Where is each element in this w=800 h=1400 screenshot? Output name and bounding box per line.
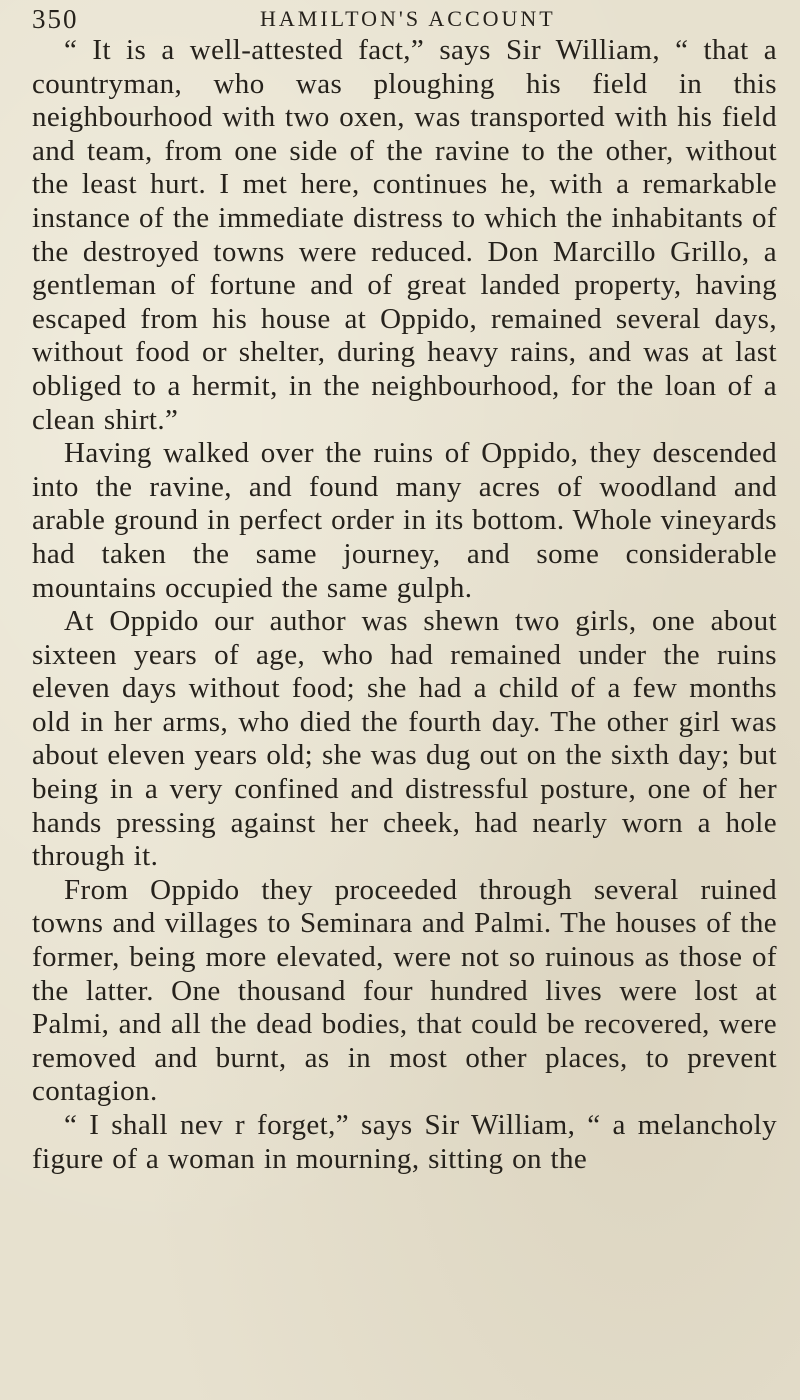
paragraph-4: From Oppido they proceeded through several ruined towns and villages to Seminara and Palmi. The houses of the former, being more elevated, were not so ruinous as those of the latter. One thousand four hundred lives were lost at Palmi, and all the dead bodies, that could be recovered, were removed and burnt, as in most other places, to prevent contagion.	[32, 873, 777, 1108]
paragraph-5: “ I shall nev r forget,” says Sir William, “ a melancholy figure of a woman in mourning, sitting on the	[32, 1109, 777, 1175]
paragraph-3: At Oppido our author was shewn two girls, one about sixteen years of age, who had remained under the ruins eleven days without food; she had a child of a few months old in her arms, who died the fourth day. The other girl was about eleven years old; she was dug out on the sixth day; but being in a very confined and distressful posture, one of her hands pressing against her cheek, had nearly worn a hole through it.	[32, 605, 777, 873]
body-text	[32, 34, 777, 1176]
paragraph-2: Having walked over the ruins of Oppido, they descended into the ravine, and found many acres of woodland and arable ground in perfect order in its bottom. Whole vineyards had taken the same journey, and some considerable mountains occupied the same gulph.	[32, 437, 777, 604]
page-number: 350	[32, 4, 79, 34]
running-title: HAMILTON'S ACCOUNT	[260, 6, 556, 31]
book-page	[32, 4, 777, 1384]
running-head	[32, 4, 777, 34]
paragraph-1: “ It is a well-attested fact,” says Sir William, “ that a countryman, who was ploughing his field in this neighbourhood with two oxen, was transported with his field and team, from one side of the ravine to the other, without the least hurt. I met here, continues he, with a remarkable instance of the immediate distress to which the inhabitants of the destroyed towns were reduced. Don Marcillo Grillo, a gentleman of fortune and of great landed property, having escaped from his house at Oppido, remained several days, without food or shelter, during heavy rains, and was at last obliged to a hermit, in the neighbourhood, for the loan of a clean shirt.”	[32, 34, 777, 436]
